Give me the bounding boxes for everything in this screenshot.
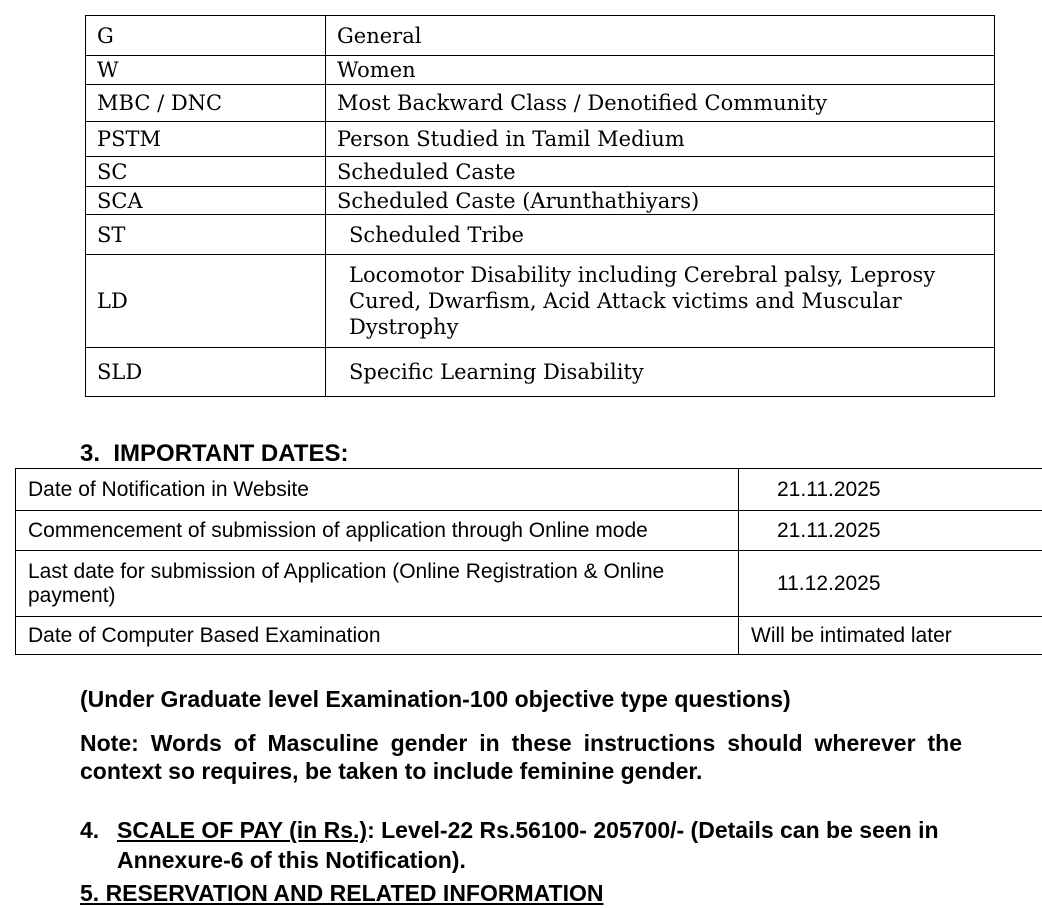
table-row — [16, 469, 1042, 511]
abbr-code: MBC / DNC — [86, 85, 326, 122]
scale-of-pay-title: SCALE OF PAY (in Rs.) — [117, 817, 367, 843]
table-row — [86, 157, 995, 187]
abbr-code: SLD — [86, 348, 326, 397]
abbr-code: LD — [86, 255, 326, 348]
abbr-code: SCA — [86, 187, 326, 215]
abbreviation-table — [85, 15, 995, 397]
table-row — [16, 551, 1042, 617]
table-row — [16, 617, 1042, 655]
section-number: 3. — [80, 440, 100, 467]
abbr-desc: Scheduled Caste — [326, 157, 995, 187]
important-dates-table — [15, 468, 1042, 655]
next-section-heading: 5. RESERVATION AND RELATED INFORMATION — [80, 878, 603, 908]
abbr-code: G — [86, 16, 326, 56]
gender-note: Note: Words of Masculine gender in these instructions should wherever the context so requires, be taken to include feminine gender. — [80, 729, 962, 785]
date-value: 21.11.2025 — [739, 469, 1042, 511]
scale-of-pay-text: : Level-22 Rs.56100- 205700/- (Details can be seen in Annexure-6 of this Notification). — [117, 817, 939, 873]
abbr-code: PSTM — [86, 122, 326, 157]
scale-of-pay-body — [117, 815, 980, 875]
date-event: Date of Computer Based Examination — [16, 617, 739, 655]
date-value: 21.11.2025 — [739, 511, 1042, 551]
abbr-desc: Most Backward Class / Denotified Community — [326, 85, 995, 122]
abbr-code: SC — [86, 157, 326, 187]
date-event: Commencement of submission of application through Online mode — [16, 511, 739, 551]
abbr-desc: Specific Learning Disability — [326, 348, 995, 397]
abbr-desc: General — [326, 16, 995, 56]
date-event: Last date for submission of Application (Online Registration & Online payment) — [16, 551, 739, 617]
table-row — [86, 255, 995, 348]
table-row — [86, 16, 995, 56]
table-row — [16, 511, 1042, 551]
table-row — [86, 215, 995, 255]
scale-of-pay-section — [80, 815, 980, 875]
date-value: 11.12.2025 — [739, 551, 1042, 617]
section-title: IMPORTANT DATES: — [113, 440, 348, 467]
date-event: Date of Notification in Website — [16, 469, 739, 511]
table-row — [86, 187, 995, 215]
section-number: 4. — [80, 815, 99, 845]
abbr-code: ST — [86, 215, 326, 255]
abbr-desc: Locomotor Disability including Cerebral palsy, Leprosy Cured, Dwarfism, Acid Attack victims and Muscular Dystrophy — [326, 255, 995, 348]
abbr-desc: Scheduled Tribe — [326, 215, 995, 255]
important-dates-heading — [80, 440, 348, 468]
abbr-desc: Women — [326, 56, 995, 85]
table-row — [86, 122, 995, 157]
abbr-desc: Scheduled Caste (Arunthathiyars) — [326, 187, 995, 215]
table-row — [86, 85, 995, 122]
date-value: Will be intimated later — [739, 617, 1042, 655]
table-row — [86, 348, 995, 397]
exam-type-note: (Under Graduate level Examination-100 objective type questions) — [80, 685, 791, 713]
table-row — [86, 56, 995, 85]
abbr-code: W — [86, 56, 326, 85]
abbr-desc: Person Studied in Tamil Medium — [326, 122, 995, 157]
